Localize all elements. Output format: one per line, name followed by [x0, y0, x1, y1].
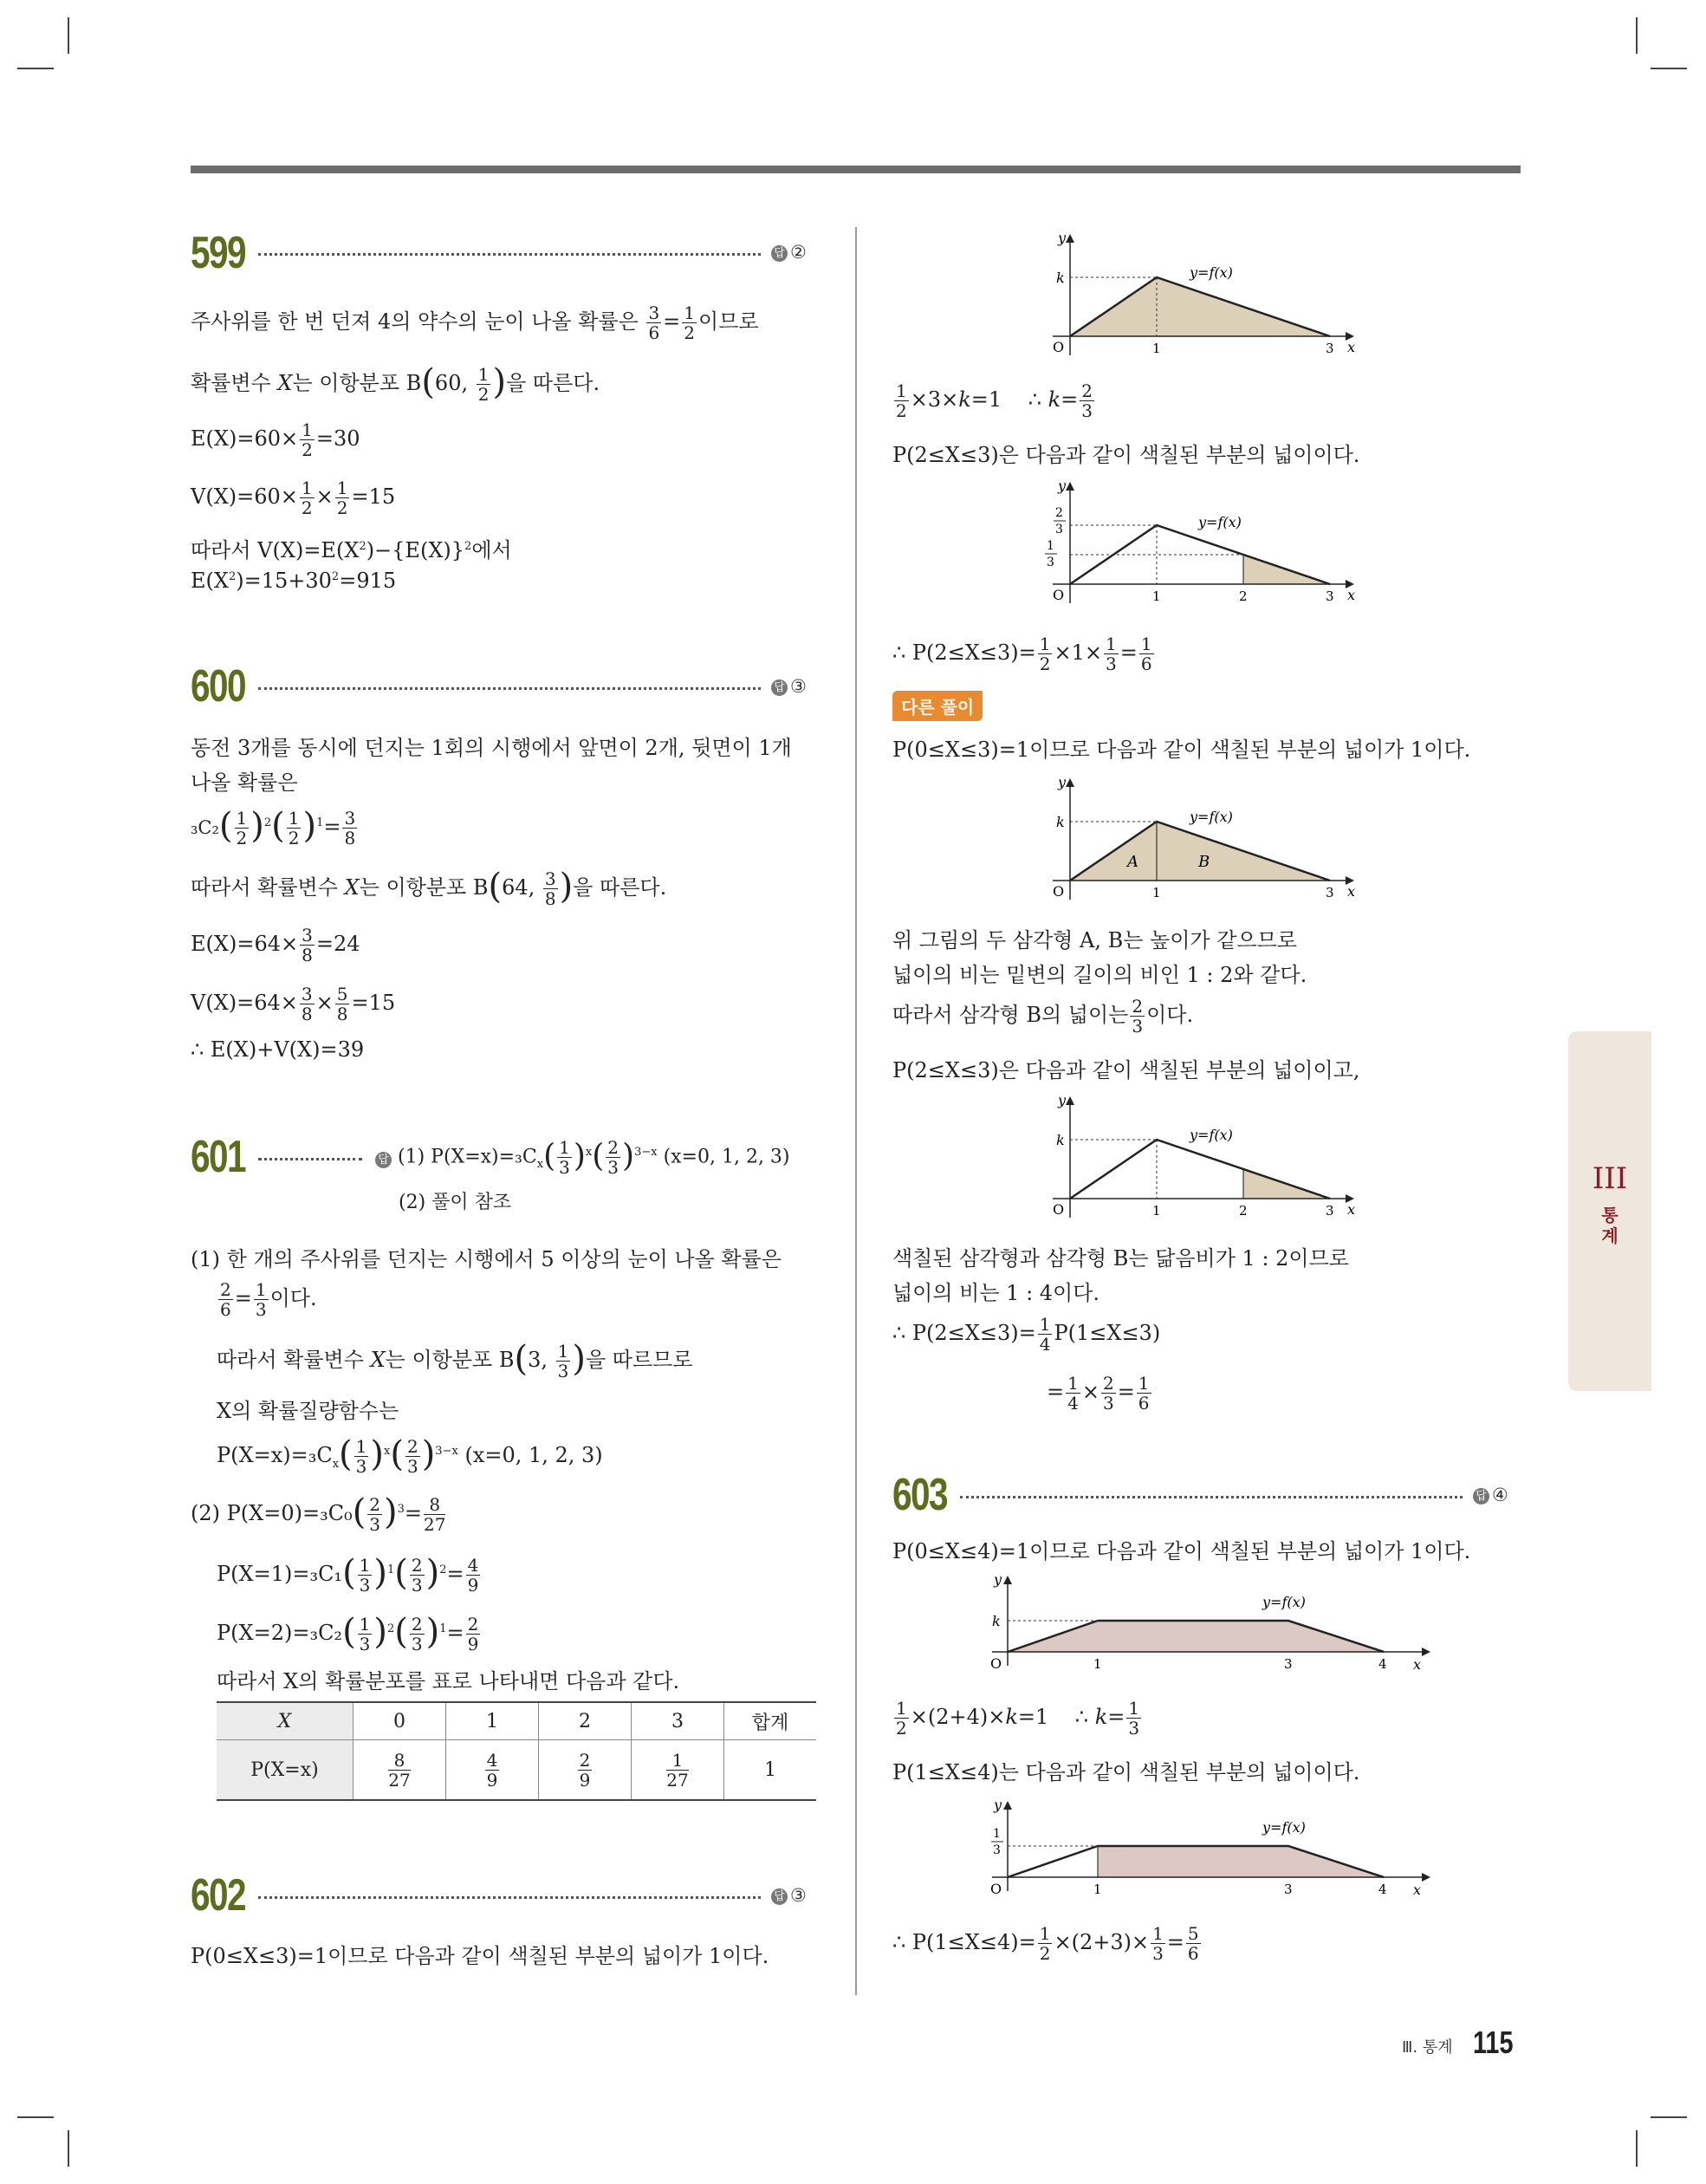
- chapter-side-tab[interactable]: [1568, 1031, 1651, 1391]
- function-label: y=f(x): [1190, 264, 1233, 281]
- math-line: P(X=1)=₃C₁( $\frac{1}{3}$ )$^1$( $\frac{2}{3}$ )$^2$= $\frac{4}{9}$: [217, 1553, 479, 1596]
- k-label: k: [1056, 814, 1065, 830]
- answer-mark: 답 ④: [1473, 1485, 1508, 1505]
- tick-label: 3: [1326, 1203, 1334, 1219]
- math-line: ₃C₂( $\frac{1}{2}$ )$^2$( $\frac{1}{2}$ )$^1$= $\frac{3}{8}$: [191, 806, 356, 848]
- k-label: k: [1056, 1132, 1065, 1148]
- text-line: 동전 3개를 동시에 던지는 1회의 시행에서 앞면이 2개, 뒷면이 1개: [191, 736, 792, 760]
- tick-label: 3: [1055, 523, 1063, 536]
- alternate-solution-badge: 다른 풀이: [892, 691, 983, 721]
- table-cell: $\frac{1}{27}$: [632, 1740, 724, 1801]
- x-label: x: [1413, 1882, 1422, 1898]
- x-label: x: [1347, 883, 1356, 900]
- table-cell: 1: [446, 1702, 539, 1740]
- text-line: 넓이의 비는 밑변의 길이의 비인 1 : 2와 같다.: [892, 963, 1307, 987]
- math-line: $E(X^2)=15+30^2=915$: [191, 569, 397, 593]
- origin-label: O: [990, 1881, 1002, 1897]
- crop-mark: [68, 17, 69, 54]
- y-axis-arrow: [1066, 1096, 1074, 1105]
- function-label: y=f(x): [1190, 809, 1233, 825]
- tick-label: 1: [1047, 539, 1054, 553]
- tick-label: 2: [1055, 506, 1063, 520]
- math-line: $P(X=x)=_3C_x$( $\frac{1}{3}$ )$^x$( $\frac{2}{3}$ )$^{3-x}$ (x=0, 1, 2, 3): [217, 1434, 603, 1477]
- answer-line-1: 답 (1) $P(X=x)=_3C_x$( $\frac{1}{3}$ )$^x$( $\frac{2}{3}$ )$^{3-x}$ (x=0, 1, 2, 3): [375, 1138, 790, 1177]
- table-cell: P(X=x): [217, 1740, 354, 1801]
- table-cell: 3: [632, 1702, 724, 1740]
- graph-triangle-ab: [1035, 771, 1365, 910]
- text-line: P(1≤X≤4)는 다음과 같이 색칠된 부분의 넓이이다.: [892, 1760, 1360, 1784]
- region-b-label: B: [1198, 853, 1210, 871]
- math-line: ∴ P(2≤X≤3)= $\frac{1}{2}$ ×1× $\frac{1}{3}$ = $\frac{1}{6}$: [892, 634, 1152, 674]
- text-line: 따라서 삼각형 B의 넓이는 $\frac{2}{3}$ 이다.: [892, 996, 1194, 1037]
- problem-number: 602: [191, 1870, 245, 1921]
- tick-label: 1: [1093, 1882, 1102, 1897]
- shaded-region: [1070, 277, 1330, 336]
- answer-mark: 답 ③: [771, 1885, 807, 1906]
- text-line: P(0≤X≤3)=1이므로 다음과 같이 색칠된 부분의 넓이가 1이다.: [191, 1944, 769, 1968]
- crop-mark: [17, 68, 54, 69]
- math-line: ∴ P(2≤X≤3)= $\frac{1}{4}$ P(1≤X≤3): [892, 1314, 1161, 1355]
- text-line: P(0≤X≤3)=1이므로 다음과 같이 색칠된 부분의 넓이가 1이다.: [892, 738, 1471, 762]
- y-axis-arrow: [1066, 234, 1074, 243]
- tick-label: 1: [993, 1827, 1001, 1841]
- text-line: P(2≤X≤3)은 다음과 같이 색칠된 부분의 넓이이고,: [892, 1058, 1360, 1082]
- text-line: 색칠된 삼각형과 삼각형 B는 닮음비가 1 : 2이므로: [892, 1246, 1349, 1271]
- chapter-label: 통계: [1601, 1205, 1618, 1246]
- text-line: 나올 확률은: [191, 770, 298, 795]
- text-line: 주사위를 한 번 던져 4의 약수의 눈이 나올 확률은 $\frac{3}{6}$ = $\frac{1}{2}$ 이므로: [191, 302, 759, 343]
- table-cell: $\frac{4}{9}$: [446, 1740, 539, 1801]
- distribution-table: [217, 1701, 816, 1801]
- table-cell: $\frac{2}{9}$: [539, 1740, 632, 1801]
- tick-label: 1: [1152, 1203, 1161, 1219]
- shaded-region: [1070, 822, 1330, 881]
- graph-triangle-full: [1035, 227, 1365, 366]
- section-footer: Ⅲ. 통계: [1402, 2038, 1453, 2057]
- answer-mark: 답 ②: [771, 242, 807, 263]
- origin-label: O: [1053, 339, 1065, 355]
- header-rule: [191, 166, 1521, 173]
- tick-label: 3: [1326, 885, 1334, 900]
- text-line: 위 그림의 두 삼각형 A, B는 높이가 같으므로: [892, 928, 1297, 952]
- origin-label: O: [1053, 587, 1065, 603]
- leader-dots: [258, 687, 761, 690]
- math-line: $\frac{1}{2}$ ×3×k=1 ∴ k= $\frac{2}{3}$: [896, 380, 1093, 421]
- function-label: y=f(x): [1262, 1594, 1306, 1610]
- math-line: $\frac{1}{2}$ ×(2+4)×k=1 ∴ k= $\frac{1}{3}$: [896, 1698, 1140, 1739]
- crop-mark: [1636, 2130, 1638, 2167]
- graph-trapezoid-part: [975, 1794, 1443, 1907]
- table-cell: 1: [724, 1740, 817, 1801]
- tick-label: 2: [1239, 588, 1248, 604]
- leader-dots: [960, 1496, 1463, 1498]
- y-axis-arrow: [1066, 778, 1074, 787]
- tick-label: 1: [1152, 341, 1161, 356]
- crop-mark: [1636, 17, 1638, 54]
- x-axis-arrow: [1422, 1873, 1430, 1882]
- column-divider: [855, 227, 857, 1995]
- function-label: y=f(x): [1262, 1819, 1306, 1836]
- y-axis-arrow: [1066, 482, 1074, 491]
- text-line: 따라서 확률변수 X는 이항분포 B(64, $\frac{3}{8}$ )을 따른다.: [191, 867, 667, 909]
- tick-label: 3: [1326, 588, 1334, 604]
- tick-label: 3: [993, 1843, 1001, 1857]
- answer-line-2: (2) 풀이 참조: [399, 1192, 512, 1213]
- y-label: y: [994, 1571, 1002, 1588]
- k-label: k: [1056, 270, 1065, 286]
- tick-label: 1: [1152, 588, 1161, 604]
- graph-trapezoid-full: [975, 1569, 1443, 1681]
- text-line: 따라서 $V(X)=E(X^2)-\{E(X)\}^2$에서: [191, 538, 512, 562]
- function-label: y=f(x): [1198, 514, 1242, 530]
- origin-label: O: [990, 1655, 1002, 1672]
- math-line: = $\frac{1}{4}$ × $\frac{2}{3}$ = $\frac{1}{6}$: [1047, 1373, 1150, 1414]
- leader-dots: [258, 1896, 761, 1899]
- x-label: x: [1347, 1201, 1356, 1218]
- tick-label: 3: [1284, 1656, 1293, 1672]
- problem-number: 603: [892, 1470, 947, 1520]
- y-label: y: [994, 1797, 1002, 1813]
- y-label: y: [1058, 230, 1067, 246]
- origin-label: O: [1053, 1201, 1065, 1218]
- tick-label: 3: [1047, 556, 1054, 569]
- page-number: 115: [1473, 2025, 1514, 2060]
- text-line: P(0≤X≤4)=1이므로 다음과 같이 색칠된 부분의 넓이가 1이다.: [892, 1539, 1471, 1563]
- shaded-region: [1098, 1846, 1384, 1877]
- table-row: [217, 1740, 816, 1801]
- y-axis-arrow: [1003, 1576, 1012, 1584]
- tick-label: 1: [1152, 885, 1161, 900]
- math-line: V(X)=60× $\frac{1}{2}$ × $\frac{1}{2}$ =15: [191, 478, 396, 518]
- tick-label: 2: [1239, 1203, 1248, 1219]
- math-line: ∴ P(1≤X≤4)= $\frac{1}{2}$ ×(2+3)× $\frac{1}{3}$ = $\frac{5}{6}$: [892, 1923, 1199, 1964]
- crop-mark: [68, 2130, 69, 2167]
- table-cell: 2: [539, 1702, 632, 1740]
- problem-number: 601: [191, 1132, 245, 1182]
- text-line: 확률변수 X는 이항분포 B(60, $\frac{1}{2}$ )을 따른다.: [191, 362, 600, 405]
- math-line: E(X)=60× $\frac{1}{2}$ =30: [191, 419, 360, 460]
- table-cell: X: [217, 1702, 354, 1740]
- chapter-numeral: III: [1592, 1161, 1628, 1196]
- text-line: 넓이의 비는 1 : 4이다.: [892, 1281, 1100, 1305]
- region-a-label: A: [1127, 853, 1138, 871]
- math-line: P(X=2)=₃C₂( $\frac{1}{3}$ )$^2$( $\frac{2}{3}$ )$^1$= $\frac{2}{9}$: [217, 1612, 479, 1654]
- tick-label: 3: [1326, 341, 1334, 356]
- tick-label: 1: [1093, 1656, 1102, 1672]
- math-line: ∴ E(X)+V(X)=39: [191, 1037, 365, 1062]
- x-axis-arrow: [1422, 1648, 1430, 1656]
- text-line: (1) 한 개의 주사위를 던지는 시행에서 5 이상의 눈이 나올 확률은: [191, 1247, 782, 1271]
- table-cell: $\frac{8}{27}$: [354, 1740, 446, 1801]
- k-label: k: [992, 1613, 1001, 1629]
- text-line: 따라서 확률변수 X는 이항분포 B(3, $\frac{1}{3}$ )을 따르므로: [217, 1339, 693, 1381]
- origin-label: O: [1053, 883, 1065, 900]
- y-label: y: [1058, 478, 1067, 494]
- table-cell: 합계: [724, 1702, 817, 1740]
- math-line: $\frac{2}{6}$ = $\frac{1}{3}$ 이다.: [220, 1279, 317, 1320]
- graph-triangle-part: [1035, 475, 1365, 622]
- text-line: 따라서 X의 확률분포를 표로 나타내면 다음과 같다.: [217, 1669, 680, 1693]
- leader-dots: [258, 253, 761, 256]
- x-label: x: [1347, 339, 1356, 355]
- text-line: P(2≤X≤3)은 다음과 같이 색칠된 부분의 넓이이다.: [892, 443, 1360, 467]
- table-cell: 0: [354, 1702, 446, 1740]
- tick-label: 4: [1378, 1882, 1387, 1897]
- tick-label: 3: [1284, 1882, 1293, 1897]
- text-line: X의 확률질량함수는: [217, 1399, 399, 1423]
- x-label: x: [1413, 1656, 1422, 1673]
- x-label: x: [1347, 587, 1356, 603]
- y-label: y: [1058, 1092, 1067, 1108]
- leader-dots: [258, 1158, 362, 1160]
- answer-mark: 답 ③: [771, 676, 807, 697]
- y-label: y: [1058, 774, 1067, 790]
- problem-number: 600: [191, 661, 245, 712]
- tick-label: 4: [1378, 1656, 1387, 1672]
- y-axis-arrow: [1003, 1801, 1012, 1810]
- math-line: E(X)=64× $\frac{3}{8}$ =24: [191, 925, 360, 965]
- math-line: (2) P(X=0)=₃C₀( $\frac{2}{3}$ )$^3$= $\frac{8}{27}$: [191, 1492, 446, 1535]
- problem-number: 599: [191, 228, 245, 278]
- crop-mark: [1651, 68, 1687, 69]
- math-line: V(X)=64× $\frac{3}{8}$ × $\frac{5}{8}$ =15: [191, 984, 396, 1024]
- crop-mark: [17, 2116, 54, 2118]
- crop-mark: [1651, 2116, 1687, 2118]
- shaded-region: [1008, 1621, 1384, 1652]
- function-label: y=f(x): [1190, 1127, 1233, 1143]
- table-row: [217, 1702, 816, 1740]
- graph-triangle-part-k: [1035, 1089, 1365, 1228]
